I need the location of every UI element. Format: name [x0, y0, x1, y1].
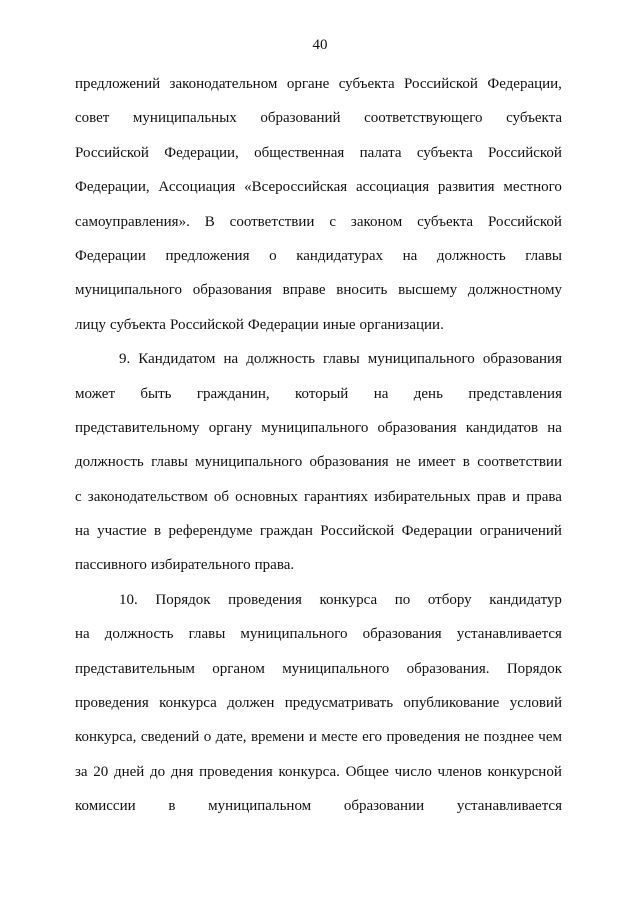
- word: образования: [192, 282, 272, 299]
- word: избирательных: [374, 488, 471, 505]
- word: кандидатур: [489, 591, 562, 608]
- word: права.: [254, 557, 295, 574]
- word: граждан: [259, 523, 313, 540]
- text-line: [75, 101, 562, 135]
- word: органу: [208, 419, 253, 436]
- word: организации.: [359, 316, 444, 333]
- word: вправе: [282, 282, 326, 299]
- word: законом: [350, 213, 403, 230]
- word: в: [168, 798, 176, 815]
- word: субъекта: [417, 213, 474, 230]
- page-number: 40: [312, 37, 328, 53]
- word: образования: [362, 626, 442, 643]
- word: избирательного: [150, 557, 251, 574]
- word: соответствии: [229, 213, 315, 230]
- word: местного: [503, 179, 562, 196]
- word: позднее: [483, 729, 534, 746]
- word: образования.: [406, 660, 490, 677]
- word: должностному: [467, 282, 562, 299]
- word: главы: [151, 454, 188, 471]
- word: главы: [188, 626, 226, 643]
- word: конкурса,: [75, 729, 137, 746]
- word: образования: [309, 454, 389, 471]
- word: не: [464, 729, 480, 746]
- word: дате,: [215, 729, 247, 746]
- word: вносить: [336, 282, 388, 299]
- word: кандидатов: [465, 419, 539, 436]
- word: ассоциация: [355, 179, 430, 196]
- word: должен: [227, 695, 275, 712]
- text-line: [75, 789, 562, 823]
- text-line: [75, 67, 562, 101]
- word: Российской: [488, 144, 562, 161]
- word: на: [223, 351, 239, 368]
- word: устанавливается: [456, 626, 562, 643]
- word: конкурсной: [487, 763, 562, 780]
- word: дня: [170, 763, 194, 780]
- text-line: [75, 720, 562, 754]
- word: гарантиях: [303, 488, 368, 505]
- word: представления: [468, 385, 562, 402]
- text-line: [75, 480, 562, 514]
- word: на: [75, 626, 90, 643]
- word: должность: [75, 454, 144, 471]
- word: В: [204, 213, 215, 230]
- word: конкурса.: [278, 763, 340, 780]
- text-line: [75, 514, 562, 548]
- word: по: [394, 591, 411, 608]
- text-line: [75, 342, 562, 376]
- word: чем: [538, 729, 562, 746]
- word: субъекта: [110, 316, 166, 333]
- word: муниципальном: [208, 798, 312, 815]
- word: который: [295, 385, 349, 402]
- word: и: [512, 488, 521, 505]
- word: образований: [260, 110, 341, 127]
- word: имеет: [418, 454, 456, 471]
- text-line: [75, 755, 562, 789]
- word: и: [308, 729, 317, 746]
- word: конкурса: [159, 695, 217, 712]
- word: должность: [436, 247, 506, 264]
- word: с: [75, 488, 82, 505]
- word: Ассоциация: [158, 179, 236, 196]
- word: число: [394, 763, 432, 780]
- word: муниципального: [195, 454, 303, 471]
- word: основных: [235, 488, 298, 505]
- word: до: [150, 763, 166, 780]
- word: членов: [437, 763, 482, 780]
- text-line: [75, 411, 562, 445]
- word: на: [373, 385, 389, 402]
- word: опубликование: [403, 695, 500, 712]
- document-body: [75, 67, 562, 824]
- word: муниципальных: [132, 110, 237, 127]
- word: Федерации: [247, 316, 319, 333]
- text-line: [75, 273, 562, 307]
- word: муниципального: [261, 419, 369, 436]
- word: может: [75, 385, 115, 402]
- word: главы: [323, 351, 360, 368]
- word: об: [213, 488, 230, 505]
- word: представительным: [75, 660, 195, 677]
- word: конкурса: [319, 591, 378, 608]
- word: о: [203, 729, 212, 746]
- word: 10.: [119, 591, 138, 608]
- word: кандидатурах: [296, 247, 384, 264]
- text-line: [75, 205, 562, 239]
- word: не: [396, 454, 411, 471]
- text-line: [75, 308, 562, 342]
- word: Федерации,: [487, 76, 562, 92]
- word: 9.: [119, 351, 131, 368]
- word: проведения: [386, 729, 461, 746]
- text-line: [75, 377, 562, 411]
- word: условий: [509, 695, 562, 712]
- word: 20: [93, 763, 109, 780]
- text-line: [75, 548, 562, 582]
- word: иные: [322, 316, 356, 333]
- word: должность: [104, 626, 174, 643]
- word: Федерации: [75, 247, 146, 264]
- paragraph-p-10: [75, 583, 562, 824]
- word: муниципального: [282, 660, 390, 677]
- word: комиссии: [75, 798, 136, 815]
- word: высшему: [398, 282, 458, 299]
- word: законодательством: [87, 488, 208, 505]
- word: референдуме: [168, 523, 253, 540]
- word: день: [413, 385, 443, 402]
- word: законодательном: [169, 76, 278, 92]
- word: быть: [140, 385, 172, 402]
- word: Порядок: [155, 591, 211, 608]
- word: в: [462, 454, 470, 471]
- word: образовании: [343, 798, 425, 815]
- word: устанавливается: [456, 798, 562, 815]
- word: совет: [75, 110, 110, 127]
- word: субъекта: [506, 110, 562, 127]
- word: отбору: [427, 591, 472, 608]
- word: проведения: [75, 695, 149, 712]
- word: образования: [482, 351, 562, 368]
- word: Кандидатом: [138, 351, 216, 368]
- word: муниципального: [240, 626, 348, 643]
- word: Российской: [75, 144, 149, 161]
- text-line: [75, 686, 562, 720]
- word: предложения: [165, 247, 250, 264]
- word: с: [329, 213, 337, 230]
- word: на: [547, 419, 562, 436]
- word: проведения: [228, 591, 302, 608]
- word: о: [269, 247, 277, 264]
- word: ограничений: [479, 523, 562, 540]
- word: его: [362, 729, 383, 746]
- word: органом: [212, 660, 265, 677]
- text-line: [75, 136, 562, 170]
- word: гражданин,: [196, 385, 270, 402]
- word: Российской: [169, 316, 244, 333]
- word: соответствии: [477, 454, 562, 471]
- word: муниципального: [367, 351, 475, 368]
- word: на: [75, 523, 90, 540]
- word: Федерации: [401, 523, 473, 540]
- word: сведений: [140, 729, 200, 746]
- word: муниципального: [75, 282, 183, 299]
- word: общественная: [254, 144, 345, 161]
- word: представительному: [75, 419, 200, 436]
- word: на: [402, 247, 418, 264]
- word: главы: [525, 247, 562, 264]
- text-line: [75, 583, 562, 617]
- word: органе: [286, 76, 330, 92]
- word: Общее: [345, 763, 389, 780]
- word: участие: [97, 523, 147, 540]
- word: Федерации,: [164, 144, 239, 161]
- word: самоуправления».: [75, 213, 190, 230]
- word: лицу: [75, 316, 107, 333]
- word: должность: [246, 351, 315, 368]
- word: «Всероссийская: [244, 179, 348, 196]
- word: субъекта: [416, 144, 473, 161]
- word: субъекта: [338, 76, 395, 92]
- word: в: [154, 523, 162, 540]
- word: предложений: [75, 76, 161, 92]
- paragraph-p-9: [75, 342, 562, 583]
- word: Российской: [404, 76, 478, 92]
- word: развития: [437, 179, 495, 196]
- word: Федерации,: [75, 179, 150, 196]
- word: предусматривать: [284, 695, 394, 712]
- word: прав: [476, 488, 506, 505]
- word: пассивного: [75, 557, 147, 574]
- text-line: [75, 652, 562, 686]
- paragraph-p-continued: [75, 67, 562, 342]
- text-line: [75, 170, 562, 204]
- word: дней: [113, 763, 145, 780]
- word: проведения: [199, 763, 273, 780]
- word: Российской: [488, 213, 562, 230]
- word: Порядок: [506, 660, 562, 677]
- word: палата: [359, 144, 402, 161]
- text-line: [75, 239, 562, 273]
- word: месте: [321, 729, 358, 746]
- text-line: [75, 617, 562, 651]
- word: права: [526, 488, 562, 505]
- word: образования: [377, 419, 457, 436]
- text-line: [75, 445, 562, 479]
- word: за: [75, 763, 88, 780]
- word: соответствующего: [364, 110, 483, 127]
- word: Российской: [320, 523, 395, 540]
- word: времени: [250, 729, 305, 746]
